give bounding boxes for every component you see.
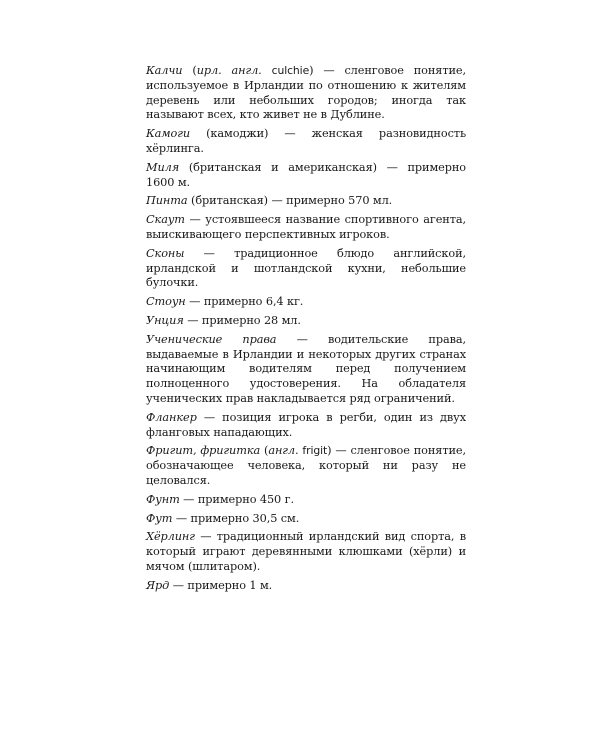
glossary-entry xyxy=(146,295,466,310)
glossary-term: Стоун xyxy=(146,295,186,309)
glossary-term: Камоги xyxy=(146,127,191,141)
definition-text: — примерно 28 мл. xyxy=(183,313,301,327)
definition-text: — позиция игрока в регби, один из двух фланговых нападающих. xyxy=(146,410,466,439)
language-note: англ. xyxy=(268,444,299,458)
definition-text: ) — сленговое понятие, обозначающее человека, который ни разу не целовался. xyxy=(146,444,466,487)
glossary-entry xyxy=(146,127,466,157)
glossary-entry xyxy=(146,194,466,209)
latin-word: culchie xyxy=(271,64,310,77)
language-note: ирл. англ. xyxy=(196,64,262,77)
glossary-term: Пинта xyxy=(146,194,188,208)
glossary-entry xyxy=(146,333,466,407)
glossary-term: Скаут xyxy=(146,213,185,227)
glossary-term: Фланкер xyxy=(146,410,197,424)
glossary-term: Унция xyxy=(146,313,184,327)
glossary-entry xyxy=(146,493,466,508)
definition-text: (камоджи) — женская разновидность хёрлинга. xyxy=(146,127,466,155)
glossary-term: Хёрлинг xyxy=(146,530,195,544)
definition-text: (британская) — примерно 570 мл. xyxy=(187,194,393,208)
definition-text: — примерно 30,5 см. xyxy=(172,511,300,525)
definition-text: — традиционное блюдо английской, ирландской и шотландской кухни, небольшие булочки. xyxy=(146,246,466,290)
glossary-term: Миля xyxy=(146,160,180,174)
definition-text: ( xyxy=(260,444,269,458)
glossary-entry xyxy=(146,213,466,243)
glossary-entry xyxy=(146,64,466,123)
glossary-term: Калчи xyxy=(146,64,183,77)
glossary-entry xyxy=(146,161,466,191)
glossary-term: Фунт xyxy=(146,492,180,506)
glossary-term: Фригит, фригитка xyxy=(146,444,261,458)
glossary-term: Ярд xyxy=(146,578,170,592)
definition-text: — традиционный ирландский вид спорта, в который играют деревянными клюшками (хёрли) и мячом (шлитаром). xyxy=(146,530,466,573)
definition-text: — водительские права, выдаваемые в Ирландии и некоторых других странах начинающим водителям перед получением полноценного удостоверения. На обладателя ученических прав накладывается ряд ограничений. xyxy=(146,332,466,405)
glossary-entry xyxy=(146,247,466,291)
glossary-term: Фут xyxy=(146,511,173,525)
glossary-entry xyxy=(146,530,466,574)
definition-text: — устоявшееся название спортивного агента, выискивающего перспективных игроков. xyxy=(146,213,466,241)
glossary-entry xyxy=(146,444,466,488)
latin-word: frigit xyxy=(302,444,328,458)
glossary-entry xyxy=(146,512,466,527)
glossary-term: Ученические права xyxy=(146,332,277,346)
glossary-entry xyxy=(146,411,466,441)
glossary-entry xyxy=(146,579,466,594)
definition-text: ( xyxy=(182,64,197,77)
definition-text: ) — сленговое понятие, используемое в Ирландии по отношению к жителям деревень или небольших городов; иногда так называют всех, кто живет не в Дублине. xyxy=(146,64,466,122)
glossary-list xyxy=(146,64,466,598)
definition-text: — примерно 450 г. xyxy=(179,492,294,506)
glossary-term: Сконы xyxy=(146,246,185,260)
definition-text xyxy=(262,64,272,77)
definition-text: — примерно 6,4 кг. xyxy=(185,295,304,309)
definition-text: (британская и американская) — примерно 1600 м. xyxy=(146,160,466,189)
glossary-entry xyxy=(146,314,466,329)
definition-text: — примерно 1 м. xyxy=(169,578,273,592)
